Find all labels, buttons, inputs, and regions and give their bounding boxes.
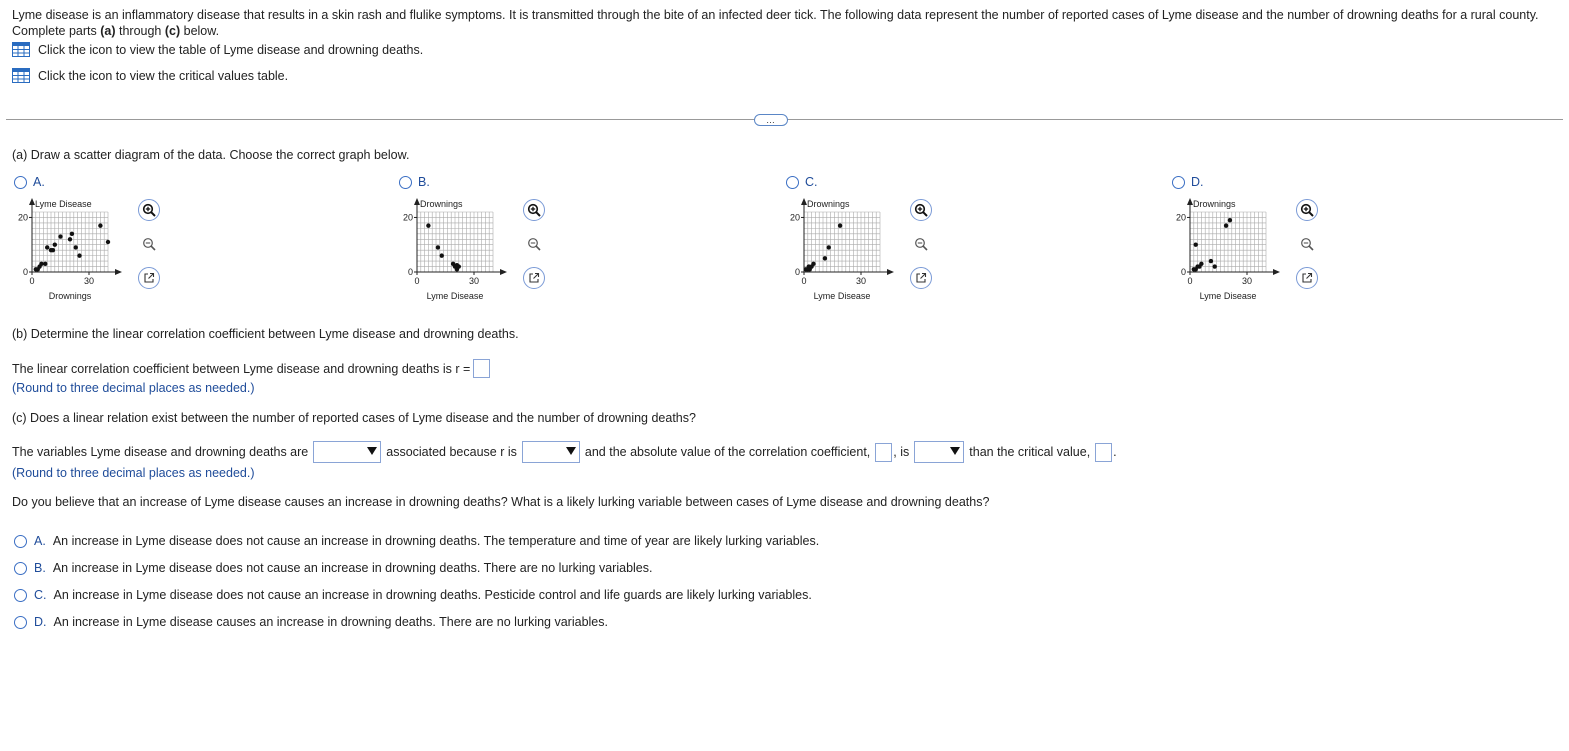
data-point	[811, 262, 815, 266]
critical-values-link[interactable]	[12, 68, 288, 83]
scatter-plot	[776, 195, 901, 305]
lurking-question: Do you believe that an increase of Lyme disease causes an increase in drowning deaths? What is a likely lurking variable between cases of Lyme disease and drowning deaths?	[12, 495, 990, 509]
y-axis-label: Drownings	[1193, 199, 1236, 209]
y-tick-label: 0	[794, 267, 800, 277]
zoom-out-icon[interactable]	[1296, 233, 1318, 255]
association-dropdown[interactable]	[313, 441, 381, 463]
data-point	[440, 253, 444, 257]
option-letter: A.	[33, 175, 45, 189]
graph-option-radio-c[interactable]	[786, 175, 818, 189]
data-point	[45, 245, 49, 249]
data-point	[74, 245, 78, 249]
data-table-link-label[interactable]: Click the icon to view the table of Lyme disease and drowning deaths.	[38, 42, 424, 57]
zoom-out-icon[interactable]	[523, 233, 545, 255]
answer-option-d[interactable]	[14, 615, 608, 629]
part-c-text-2: associated because r is	[386, 445, 517, 459]
data-point	[98, 223, 102, 227]
data-point	[823, 256, 827, 260]
y-axis-label: Lyme Disease	[35, 199, 92, 209]
x-axis-label: Lyme Disease	[813, 291, 871, 301]
x-tick-label: 0	[801, 276, 807, 286]
data-point	[39, 262, 43, 266]
y-tick-label: 20	[17, 212, 28, 223]
zoom-in-icon[interactable]	[910, 199, 932, 221]
answer-option-c[interactable]	[14, 588, 812, 602]
data-point	[43, 262, 47, 266]
abs-r-input[interactable]	[875, 443, 892, 462]
open-new-window-icon[interactable]	[1296, 267, 1318, 289]
option-letter: C.	[805, 175, 818, 189]
y-tick-label: 0	[407, 267, 413, 277]
data-point	[827, 245, 831, 249]
part-c-prompt: (c) Does a linear relation exist between the number of reported cases of Lyme disease and the number of drowning deaths?	[12, 411, 696, 425]
data-point	[58, 234, 62, 238]
option-letter: D.	[1191, 175, 1204, 189]
radio-button[interactable]	[14, 176, 27, 189]
open-new-window-icon[interactable]	[523, 267, 545, 289]
x-tick-label: 0	[414, 276, 420, 286]
data-point	[1224, 223, 1228, 227]
data-point	[1194, 243, 1198, 247]
zoom-out-icon[interactable]	[910, 233, 932, 255]
y-tick-label: 20	[789, 212, 800, 223]
answer-letter: D.	[34, 615, 47, 629]
dropdown-arrow-icon	[366, 444, 378, 458]
dropdown-arrow-icon	[949, 444, 961, 458]
critical-value-input[interactable]	[1095, 443, 1112, 462]
y-axis-label: Drownings	[420, 199, 463, 209]
table-icon[interactable]	[12, 42, 30, 57]
part-c-text-3: and the absolute value of the correlation coefficient,	[584, 445, 871, 459]
radio-button[interactable]	[399, 176, 412, 189]
x-tick-label: 30	[468, 276, 480, 286]
data-point	[838, 223, 842, 227]
part-b-sentence	[12, 359, 490, 378]
graph-option-radio-a[interactable]	[14, 175, 45, 189]
problem-statement: Lyme disease is an inflammatory disease that results in a skin rash and flulike symptoms. It is transmitted through the bite of an infected deer tick. The following data represent the number of reported cases of Lyme disease and the number of drowning deaths for a rural county. Complete parts (a) through (c) below.	[12, 8, 1539, 38]
scatter-plot	[389, 195, 514, 305]
expand-more-button[interactable]: …	[754, 114, 788, 126]
data-point	[436, 245, 440, 249]
data-point	[68, 237, 72, 241]
data-point	[70, 232, 74, 236]
answer-text: An increase in Lyme disease does not cause an increase in drowning deaths. The temperature and time of year are likely lurking variables.	[52, 534, 820, 548]
part-c-text-1: The variables Lyme disease and drowning deaths are	[12, 445, 309, 459]
data-point	[51, 248, 55, 252]
data-point	[1199, 262, 1203, 266]
x-axis-label: Lyme Disease	[426, 291, 484, 301]
answer-text: An increase in Lyme disease does not cause an increase in drowning deaths. There are no lurking variables.	[52, 561, 653, 575]
r-value-input[interactable]	[473, 359, 490, 378]
part-b-round-note: (Round to three decimal places as needed.)	[12, 381, 255, 395]
answer-option-a[interactable]	[14, 534, 819, 548]
data-point	[426, 223, 430, 227]
x-tick-label: 30	[83, 276, 95, 286]
critical-values-link-label[interactable]: Click the icon to view the critical values table.	[38, 68, 289, 83]
zoom-in-icon[interactable]	[138, 199, 160, 221]
zoom-in-icon[interactable]	[1296, 199, 1318, 221]
graph-option-radio-d[interactable]	[1172, 175, 1204, 189]
radio-button[interactable]	[14, 589, 27, 602]
radio-button[interactable]	[14, 562, 27, 575]
comparison-dropdown[interactable]	[914, 441, 964, 463]
zoom-out-icon[interactable]	[138, 233, 160, 255]
part-c-text-4: , is	[893, 445, 910, 459]
dropdown-arrow-icon	[565, 444, 577, 458]
scatter-plot	[4, 195, 129, 305]
answer-option-b[interactable]	[14, 561, 652, 575]
data-point	[77, 253, 81, 257]
part-c-round-note: (Round to three decimal places as needed.)	[12, 466, 255, 480]
y-tick-label: 0	[1180, 267, 1186, 277]
open-new-window-icon[interactable]	[910, 267, 932, 289]
data-table-link[interactable]	[12, 42, 423, 57]
data-point	[455, 263, 459, 267]
scatter-plot	[1162, 195, 1287, 305]
part-c-text-6: .	[1113, 445, 1117, 459]
data-point	[53, 243, 57, 247]
answer-letter: A.	[34, 534, 46, 548]
graph-option-radio-b[interactable]	[399, 175, 430, 189]
y-tick-label: 20	[1175, 212, 1186, 223]
open-new-window-icon[interactable]	[138, 267, 160, 289]
y-axis-label: Drownings	[807, 199, 850, 209]
data-point	[1213, 264, 1217, 268]
part-b-prompt: (b) Determine the linear correlation coefficient between Lyme disease and drowning deaths.	[12, 327, 519, 341]
table-icon[interactable]	[12, 68, 30, 83]
answer-text: An increase in Lyme disease causes an increase in drowning deaths. There are no lurking variables.	[53, 615, 608, 629]
r-sign-dropdown[interactable]	[522, 441, 580, 463]
x-tick-label: 30	[855, 276, 867, 286]
radio-button[interactable]	[1172, 176, 1185, 189]
x-tick-label: 30	[1241, 276, 1253, 286]
part-b-sentence-text: The linear correlation coefficient between Lyme disease and drowning deaths is r =	[12, 361, 471, 376]
x-axis-label: Lyme Disease	[1199, 291, 1257, 301]
y-tick-label: 20	[402, 212, 413, 223]
part-a-prompt: (a) Draw a scatter diagram of the data. Choose the correct graph below.	[12, 148, 410, 162]
radio-button[interactable]	[14, 535, 27, 548]
part-c-text-5: than the critical value,	[969, 445, 1091, 459]
data-point	[1209, 259, 1213, 263]
answer-text: An increase in Lyme disease does not cause an increase in drowning deaths. Pesticide control and life guards are likely lurking variables.	[53, 588, 812, 602]
x-axis-label: Drownings	[48, 291, 92, 301]
answer-letter: C.	[34, 588, 47, 602]
part-c-sentence	[12, 441, 1117, 463]
radio-button[interactable]	[786, 176, 799, 189]
x-tick-label: 0	[1187, 276, 1193, 286]
option-letter: B.	[418, 175, 430, 189]
x-tick-label: 0	[29, 276, 35, 286]
radio-button[interactable]	[14, 616, 27, 629]
y-tick-label: 0	[22, 267, 28, 277]
data-point	[106, 240, 110, 244]
zoom-in-icon[interactable]	[523, 199, 545, 221]
data-point	[1228, 218, 1232, 222]
answer-letter: B.	[34, 561, 46, 575]
